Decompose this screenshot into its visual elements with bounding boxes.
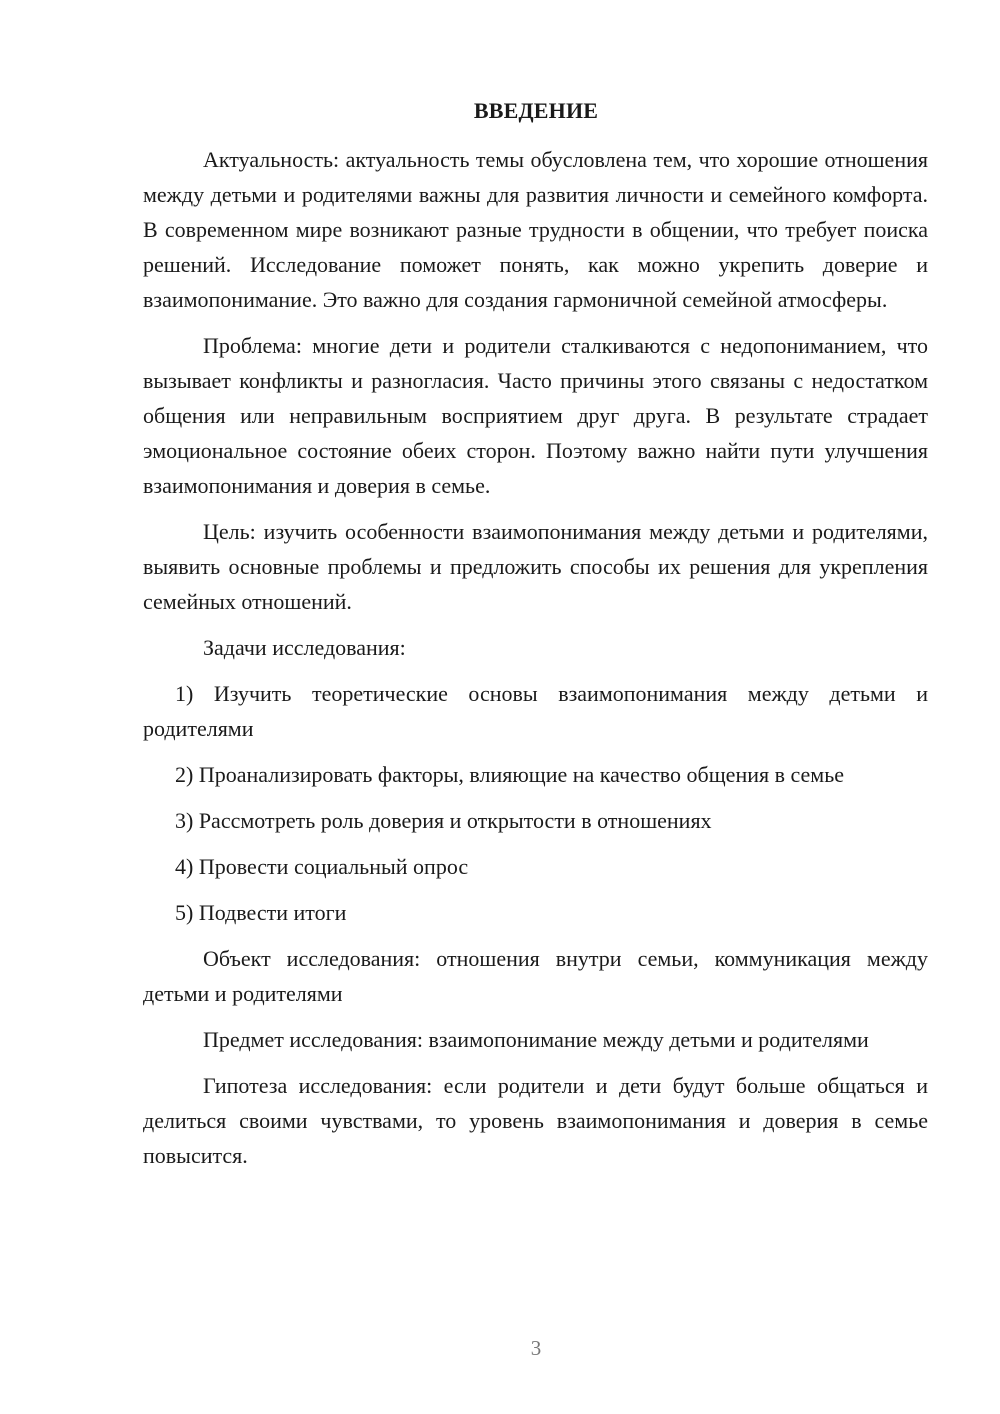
task-item-1: 1) Изучить теоретические основы взаимопонимания между детьми и родителями <box>143 681 928 741</box>
document-body <box>143 142 928 1184</box>
paragraph-object: Объект исследования: отношения внутри семьи, коммуникация между детьми и родителями <box>143 946 928 1006</box>
paragraph-problem: Проблема: многие дети и родители сталкиваются с недопониманием, что вызывает конфликты и разногласия. Часто причины этого связаны с недостатком общения или неправильным восприятием друг друга. В результате страдает эмоциональное состояние обеих сторон. Поэтому важно найти пути улучшения взаимопонимания и доверия в семье. <box>143 333 928 498</box>
page-title: ВВЕДЕНИЕ <box>473 98 599 123</box>
paragraph-goal: Цель: изучить особенности взаимопонимания между детьми и родителями, выявить основные проблемы и предложить способы их решения для укрепления семейных отношений. <box>143 519 928 614</box>
task-item-4: 4) Провести социальный опрос <box>175 854 469 879</box>
task-item-3: 3) Рассмотреть роль доверия и открытости в отношениях <box>175 808 712 833</box>
paragraph-subject: Предмет исследования: взаимопонимание между детьми и родителями <box>203 1027 869 1052</box>
paragraph-tasks-heading: Задачи исследования: <box>203 635 406 660</box>
paragraph-hypothesis: Гипотеза исследования: если родители и дети будут больше общаться и делиться своими чувствами, то уровень взаимопонимания и доверия в семье повысится. <box>143 1073 928 1168</box>
task-item-5: 5) Подвести итоги <box>175 900 347 925</box>
task-item-2: 2) Проанализировать факторы, влияющие на качество общения в семье <box>175 762 845 787</box>
paragraph-relevance: Актуальность: актуальность темы обусловлена тем, что хорошие отношения между детьми и родителями важны для развития личности и семейного комфорта. В современном мире возникают разные трудности в общении, что требует поиска решений. Исследование поможет понять, как можно укрепить доверие и взаимопонимание. Это важно для создания гармоничной семейной атмосферы. <box>143 147 928 312</box>
page-number: 3 <box>530 1336 542 1360</box>
